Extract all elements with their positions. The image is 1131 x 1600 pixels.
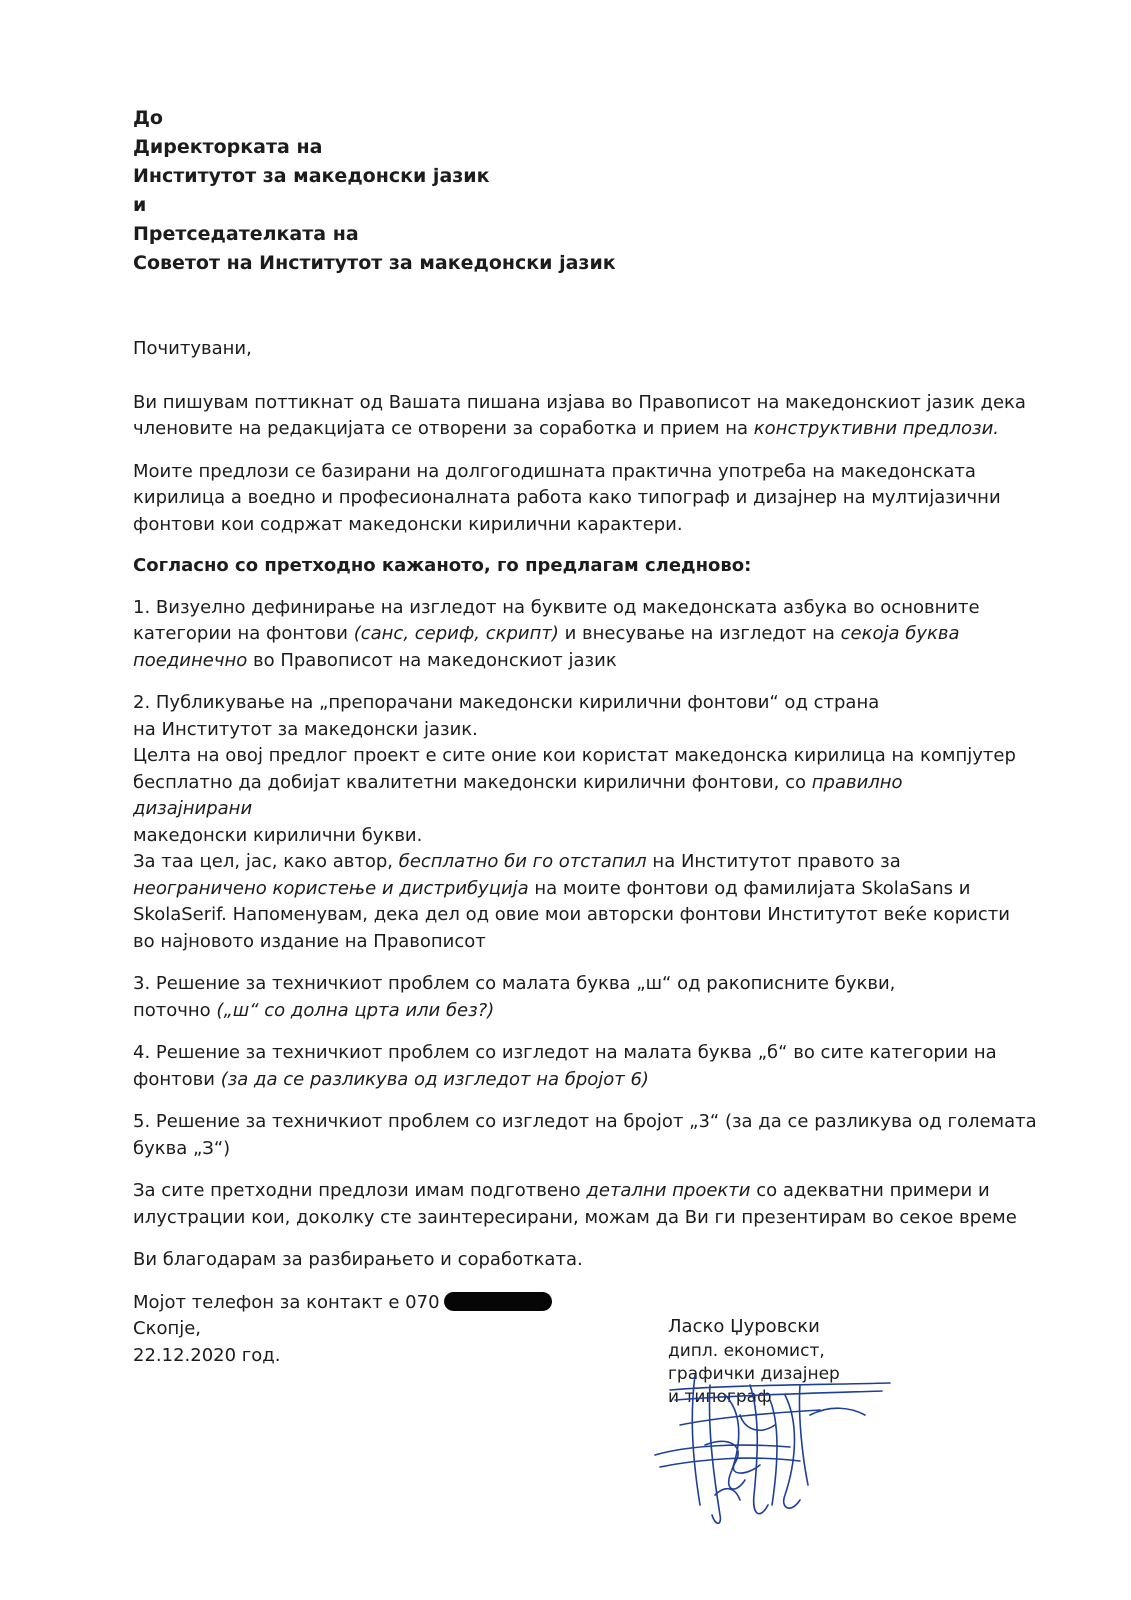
text-line: на Институтот правото за: [646, 851, 901, 872]
proposal-item-3: [133, 971, 1013, 1024]
handwritten-signature: [650, 1355, 900, 1555]
emphasis-text: секоја буква: [840, 623, 960, 644]
addressee-line: Советот на Институтот за македонски јазик: [133, 252, 616, 274]
text-line: илустрации кои, доколку сте заинтересирани, можам да Ви ги презентирам во секое време: [133, 1206, 1017, 1228]
addressee-line: и: [133, 194, 147, 216]
emphasis-text: („ш“ со долна црта или без?): [216, 999, 495, 1021]
text-line: поточно: [133, 999, 217, 1021]
place: Скопје,: [133, 1318, 202, 1339]
text-line: Моите предлози се базирани на долгогодишната практична употреба на македонската: [133, 460, 976, 482]
proposals-heading: Согласно со претходно кажаното, го предлагам следново:: [133, 555, 752, 576]
projects-paragraph: [133, 1178, 1017, 1231]
text-line: 5. Решение за техничкиот проблем со изгледот на бројот „3“ (за да се разликува од големата: [133, 1111, 1037, 1132]
contact-text: Мојот телефон за контакт е 070: [133, 1291, 440, 1313]
emphasis-text: детални проекти: [586, 1180, 751, 1201]
text-line: со адекватни примери и: [750, 1180, 990, 1201]
emphasis-text: бесплатно би го отстапил: [398, 851, 647, 872]
author-name: Ласко Џуровски: [668, 1316, 820, 1337]
text-line: Ви пишувам поттикнат од Вашата пишана изјава во Правописот на македонскиот јазик дека: [133, 391, 1026, 413]
addressee-line: Претседателката на: [133, 223, 359, 245]
letter-body: [133, 336, 1037, 1316]
text-line: 4. Решение за техничкиот проблем со изгледот на малата буква „б“ во сите категории на: [133, 1042, 997, 1063]
contact-line: [133, 1290, 1013, 1317]
text-line: во најновото издание на Правописот: [133, 930, 486, 952]
proposal-item-4: [133, 1040, 1013, 1093]
proposal-item-5: [133, 1109, 1037, 1162]
text-line: 2. Публикување на „препорачани македонски кирилични фонтови“ од страна: [133, 692, 880, 713]
emphasis-text: (за да се разликува од изгледот на бројот 6): [220, 1068, 649, 1090]
emphasis-text: неограничено користење и дистрибуција: [133, 877, 529, 899]
addressee-block: [133, 104, 616, 278]
text-line: За таа цел, јас, како автор,: [133, 851, 399, 872]
text-line: фонтови кои содржат македонски кирилични карактери.: [133, 513, 683, 535]
text-line: категории на фонтови: [133, 623, 354, 644]
text-line: 1. Визуелно дефинирање на изгледот на буквите од македонската азбука во основните: [133, 596, 980, 618]
text-line: во Правописот на македонскиот јазик: [247, 649, 617, 671]
author-title: и типограф: [668, 1387, 772, 1407]
proposal-item-1: [133, 595, 1013, 675]
greeting: Почитувани,: [133, 338, 252, 359]
text-line: SkolaSerif. Напоменувам, дека дел од овие мои авторски фонтови Институтот веќе користи: [133, 904, 1010, 925]
text-line: Целта на овој предлог проект е сите оние кои користат македонска кирилица на компјутер: [133, 745, 1016, 766]
author-title: графички дизајнер: [668, 1364, 840, 1384]
basis-paragraph: [133, 459, 1013, 539]
date: 22.12.2020 год.: [133, 1345, 281, 1366]
addressee-line: До: [133, 107, 163, 129]
author-title: дипл. економист,: [668, 1341, 825, 1361]
text-line: македонски кирилични букви.: [133, 824, 423, 846]
text-line: на Институтот за македонски јазик.: [133, 718, 478, 740]
emphasis-text: конструктивни предлози.: [753, 418, 999, 439]
text-line: кирилица а воедно и професионалната работа како типограф и дизајнер на мултијазични: [133, 487, 1001, 508]
text-line: буква „З“): [133, 1137, 231, 1159]
text-line: 3. Решение за техничкиот проблем со малата буква „ш“ од ракописните букви,: [133, 973, 896, 994]
text-line: на моите фонтови од фамилијата SkolaSans и: [528, 877, 971, 899]
redacted-phone-number: [444, 1292, 552, 1311]
text-line: членовите на редакцијата се отворени за соработка и прием на: [133, 418, 754, 439]
text-line: За сите претходни предлози имам подготвено: [133, 1180, 587, 1201]
addressee-line: Институтот за македонски јазик: [133, 165, 490, 187]
intro-paragraph: [133, 390, 1026, 443]
emphasis-text: (санс, сериф, скрипт): [353, 623, 559, 644]
text-line: бесплатно да добијат квалитетни македонски кирилични фонтови, со: [133, 771, 812, 793]
place-date-block: [133, 1315, 280, 1369]
thanks-line: Ви благодарам за разбирањето и соработката.: [133, 1249, 583, 1270]
addressee-line: Директорката на: [133, 136, 323, 158]
emphasis-text: поединечно: [133, 649, 248, 671]
emphasis-text: правилно дизајнирани: [133, 771, 903, 819]
text-line: и внесување на изгледот на: [558, 623, 841, 644]
proposal-item-2: [133, 690, 1016, 955]
text-line: фонтови: [133, 1068, 221, 1090]
